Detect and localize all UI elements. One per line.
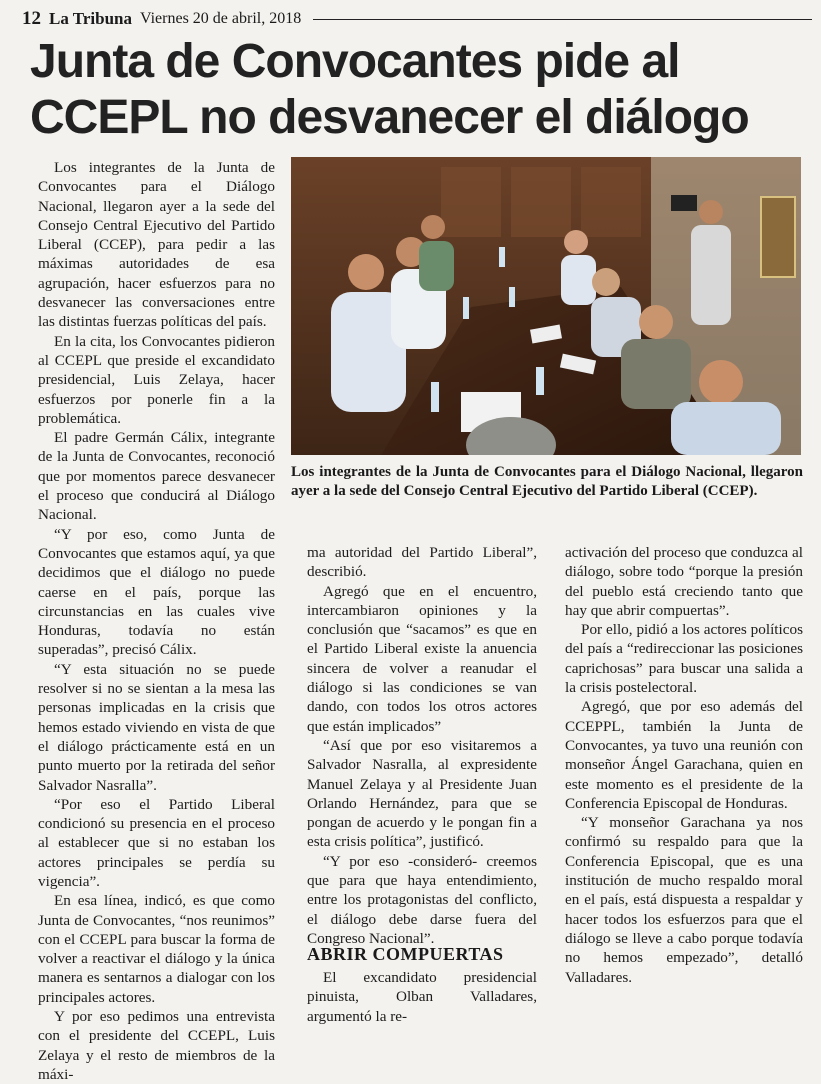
paragraph: Por ello, pidió a los actores políticos del país a “redireccionar las posiciones caprichosas” para buscar una salida a la crisis postelectoral.: [565, 621, 803, 697]
paragraph: En esa línea, indicó, es que como Junta de Convocantes, “nos reunimos” con el CCEPL para buscar la forma de volver a reactivar el diálogo y la única manera es sentarnos a dialogar con los principales actores.: [38, 892, 275, 1006]
paragraph: “Así que por eso visitaremos a Salvador Nasralla, al expresidente Manuel Zelaya y al Presidente Juan Orlando Hernández, para que se pongan de acuerdo y le pongan fin a esta crisis política”, justificó.: [307, 736, 537, 851]
paragraph: El excandidato presidencial pinuista, Olban Valladares, argumentó la re-: [307, 969, 537, 1025]
paragraph: ma autoridad del Partido Liberal”, describió.: [307, 544, 537, 581]
meeting-photo: [291, 157, 801, 455]
section-subheading: ABRIR COMPUERTAS: [307, 944, 504, 964]
headline: Junta de Convocantes pide al CCEPL no desvanecer el diálogo: [30, 35, 749, 144]
header-rule: [313, 19, 812, 20]
page-header: [22, 8, 812, 30]
publication-date: Viernes 20 de abril, 2018: [140, 10, 302, 27]
meeting-photo-illustration: [291, 157, 801, 455]
article-column-2: [307, 543, 537, 948]
article-column-2-continued: [307, 968, 537, 1026]
paragraph: Agregó, que por eso además del CCEPPL, también la Junta de Convocantes, ya tuvo una reunión con monseñor Ángel Garachana, quien en este momento es el presidente de la Conferencia Episcopal de Honduras.: [565, 698, 803, 812]
paragraph: “Y por eso -consideró- creemos que para que haya entendimiento, entre los protagonistas del conflicto, el diálogo debe darse fuera del Congreso Nacional”.: [307, 852, 537, 947]
paragraph: “Y monseñor Garachana ya nos confirmó su respaldo para que la Conferencia Episcopal, que es una institución de mucho respaldo moral en el país, está dispuesta a respaldar y hacer todos los esfuerzos para que el diálogo se lleve a cabo porque todavía no hemos empezado”, detalló Valladares.: [565, 814, 803, 986]
paragraph: Los integrantes de la Junta de Convocantes para el Diálogo Nacional, llegaron ayer a la sede del Consejo Central Ejecutivo del Partido Liberal (CCEP), para pedir a las máximas autoridades de esa agrupación, hacer esfuerzos para no desvanecer las conversaciones entre las distintas fuerzas políticas del país.: [38, 159, 275, 331]
photo-caption: Los integrantes de la Junta de Convocantes para el Diálogo Nacional, llegaron ayer a la sede del Consejo Central Ejecutivo del Partido Liberal (CCEP).: [291, 464, 803, 499]
paragraph: El padre Germán Cálix, integrante de la Junta de Convocantes, reconoció que por momentos parece desvanecer el proceso que conducirá al Diálogo Nacional.: [38, 429, 275, 524]
paragraph: “Y esta situación no se puede resolver si no se sientan a la mesa las personas implicadas en la crisis que hemos estado viviendo en vista de que el diálogo prácticamente está en un punto muerto por la retirada del señor Salvador Nasralla”.: [38, 660, 275, 794]
paragraph: En la cita, los Convocantes pidieron al CCEPL que preside el excandidato presidencial, Luis Zelaya, hacer esfuerzos por ponerle fin a la problemática.: [38, 332, 275, 427]
article-column-1: [38, 158, 275, 1084]
paragraph: activación del proceso que conduzca al diálogo, sobre todo “porque la presión del pueblo está creciendo tanto que hay que abrir compuertas”.: [565, 544, 803, 619]
newspaper-name: La Tribuna: [49, 9, 132, 28]
paragraph: Agregó que en el encuentro, intercambiaron opiniones y la conclusión que “sacamos” es que en el Partido Liberal existe la anuencia sincera de volver a reanudar el diálogo si las condiciones se van dando, con todos los otros actores que están implicados”: [307, 582, 537, 735]
paragraph: “Y por eso, como Junta de Convocantes que estamos aquí, ya que decidimos que el diálogo no puede caerse en el país, porque las circunstancias en las cuales vive Honduras, todavía no están superadas”, precisó Cálix.: [38, 525, 275, 659]
paragraph: Y por eso pedimos una entrevista con el presidente del CCEPL, Luis Zelaya y el resto de miembros de la máxi-: [38, 1008, 275, 1083]
article-column-3: [565, 543, 803, 987]
paragraph: “Por eso el Partido Liberal condicionó su presencia en el proceso al establecer que si no estaban los actores principales se perdía su vigencia”.: [38, 795, 275, 890]
page-number: 12: [22, 8, 41, 29]
